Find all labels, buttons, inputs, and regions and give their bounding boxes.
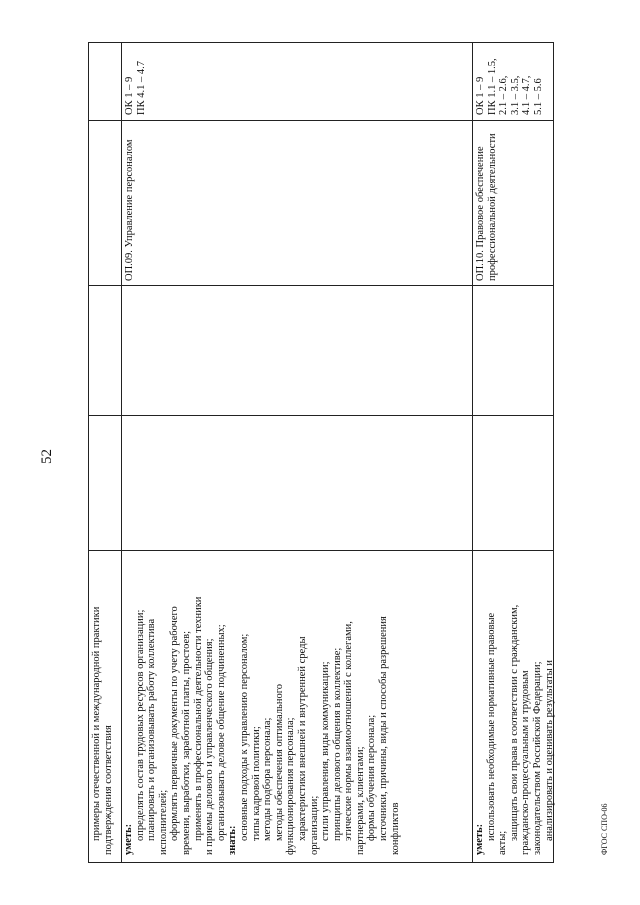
- column-hours-2: [88, 285, 554, 415]
- row-2-skills: [123, 555, 401, 855]
- text-line: конфликтов: [389, 802, 401, 855]
- text-line: и приемы делового и управленческого общения;: [204, 638, 216, 855]
- text-line: партнерами, клиентами;: [354, 746, 366, 855]
- text-line: стили управления, виды коммуникации;: [320, 661, 332, 841]
- text-line: функционирования персонала;: [285, 717, 297, 855]
- row-3-discipline: ОП.10. Правовое обеспечение профессиональной деятельности: [475, 133, 498, 281]
- text-line: оформлять первичные документы по учету рабочего: [169, 606, 181, 841]
- text-line: ОК 1 – 9: [475, 76, 486, 115]
- text-line: организовывать деловое общение подчиненных;: [215, 624, 227, 841]
- text-line: подтверждения соответствия: [102, 725, 114, 855]
- text-line: гражданско-процессуальным и трудовым: [520, 670, 532, 855]
- curriculum-table: [88, 42, 554, 863]
- row-2-discipline: ОП.09. Управление персоналом: [124, 139, 135, 281]
- text-line: времени, выработки, заработной платы, простоев;: [180, 630, 192, 855]
- text-line: использовать необходимые нормативные правовые: [485, 612, 497, 841]
- row-3-skills: [474, 555, 555, 855]
- text-line: источники, причины, виды и способы разрешения: [378, 616, 390, 841]
- text-line: акты;: [497, 830, 509, 855]
- text-line: типы кадровой политики;: [250, 726, 262, 841]
- text-line: определять состав трудовых ресурсов организации;: [134, 609, 146, 841]
- text-line: основные подходы к управлению персоналом;: [238, 633, 250, 841]
- text-line: ПК 4.1 – 4.7: [135, 61, 147, 115]
- text-line: применять в профессиональной деятельности техники: [192, 596, 204, 841]
- text-line: организации;: [308, 795, 320, 855]
- footer-code: ФГОС СПО-06: [600, 803, 609, 855]
- text-line: этические нормы взаимоотношений с коллегами,: [343, 621, 355, 841]
- row-2-competencies: [124, 45, 147, 115]
- text-line: знать:: [227, 825, 239, 855]
- text-line: защищать свои права в соответствии с гражданским,: [508, 604, 520, 841]
- row-1-skills: [91, 555, 114, 855]
- text-line: методы подбора персонала;: [262, 717, 274, 841]
- text-line: анализировать и оценивать результаты и: [543, 660, 555, 841]
- text-line: 2.1 – 2.6,: [498, 75, 510, 115]
- row-separator-2: [472, 42, 473, 863]
- text-line: ОК 1 – 9: [124, 76, 135, 115]
- text-line: 5.1 – 5.6: [532, 78, 544, 115]
- text-line: уметь:: [123, 823, 134, 855]
- text-line: характеристики внешней и внутренней среды: [296, 636, 308, 841]
- text-line: методы обеспечения оптимального: [273, 683, 285, 841]
- text-line: 3.1 – 3.5,: [509, 75, 521, 115]
- row-3-competencies: [475, 45, 545, 115]
- text-line: уметь:: [474, 823, 485, 855]
- text-line: примеры отечественной и международной практики: [91, 606, 102, 841]
- text-line: законодательством Российской Федерации;: [531, 661, 543, 855]
- row-separator-1: [121, 42, 122, 863]
- page-number: 52: [39, 449, 55, 464]
- text-line: исполнителей;: [157, 789, 169, 855]
- text-line: ПК 1.1 – 1.5,: [486, 58, 498, 115]
- column-hours-1: [88, 415, 554, 550]
- text-line: 4.1 – 4.7,: [521, 75, 533, 115]
- text-line: принципы делового общения в коллективе;: [331, 647, 343, 841]
- text-line: планировать и организовывать работу коллектива: [146, 618, 158, 841]
- text-line: формы обучения персонала;: [366, 714, 378, 841]
